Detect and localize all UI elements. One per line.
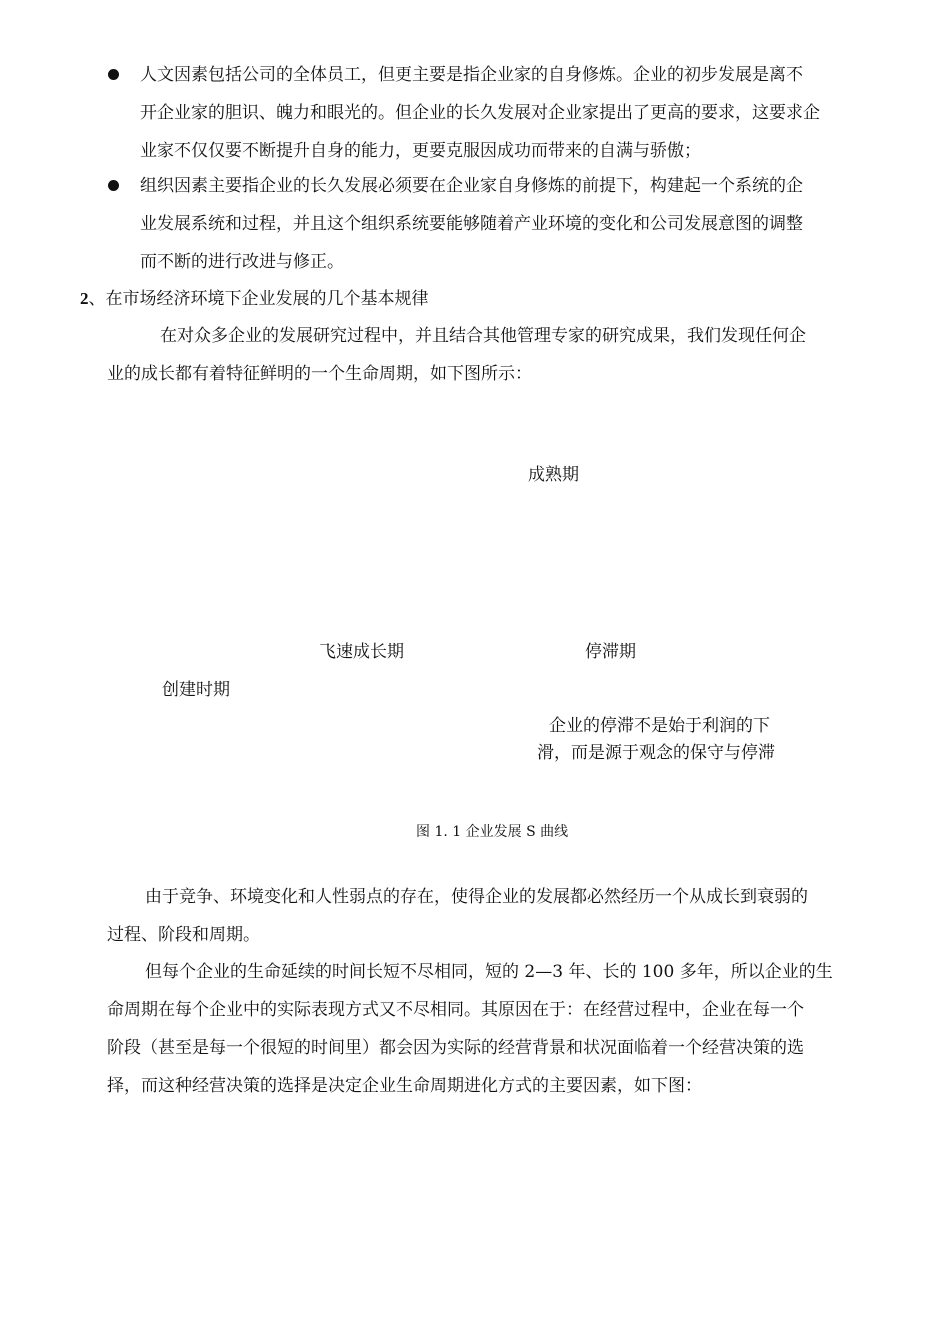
bullet-1-line-1: 人文因素包括公司的全体员工，但更主要是指企业家的自身修炼。企业的初步发展是离不 — [140, 65, 803, 85]
para3-line-2: 过程、阶段和周期。 — [107, 925, 260, 945]
figure-caption: 图 1. 1 企业发展 S 曲线 — [416, 824, 569, 840]
intro-line-1: 在对众多企业的发展研究过程中，并且结合其他管理专家的研究成果，我们发现任何企 — [160, 326, 806, 346]
intro-line-2: 业的成长都有着特征鲜明的一个生命周期，如下图所示： — [107, 364, 532, 384]
stage-mature-label: 成熟期 — [528, 465, 579, 485]
bullet-2-line-3: 而不断的进行改进与修正。 — [140, 252, 344, 272]
stage-startup-label: 创建时期 — [162, 680, 230, 700]
bullet-icon — [108, 180, 119, 191]
section-number: 2 — [80, 289, 89, 308]
section-2-heading — [80, 289, 429, 309]
para4-line-1: 但每个企业的生命延续的时间长短不尽相同，短的 2—3 年、长的 100 多年，所以企业的生 — [145, 962, 833, 982]
stagnation-note-line-1: 企业的停滞不是始于利润的下 — [549, 716, 770, 736]
stage-stagnation-label: 停滞期 — [585, 642, 636, 662]
bullet-1-line-2: 开企业家的胆识、魄力和眼光的。但企业的长久发展对企业家提出了更高的要求，这要求企 — [140, 103, 820, 123]
bullet-2-line-1: 组织因素主要指企业的长久发展必须要在企业家自身修炼的前提下，构建起一个系统的企 — [140, 176, 803, 196]
para4-line-3: 阶段（甚至是每一个很短的时间里）都会因为实际的经营背景和状况面临着一个经营决策的选 — [107, 1038, 804, 1058]
stagnation-note-line-2: 滑，而是源于观念的保守与停滞 — [537, 743, 775, 763]
bullet-icon — [108, 69, 119, 80]
section-title: 、在市场经济环境下企业发展的几个基本规律 — [88, 289, 429, 309]
para4-line-4: 择，而这种经营决策的选择是决定企业生命周期进化方式的主要因素，如下图： — [107, 1076, 702, 1096]
bullet-2-line-2: 业发展系统和过程，并且这个组织系统要能够随着产业环境的变化和公司发展意图的调整 — [140, 214, 803, 234]
stage-growth-label: 飞速成长期 — [319, 642, 404, 662]
para3-line-1: 由于竞争、环境变化和人性弱点的存在，使得企业的发展都必然经历一个从成长到衰弱的 — [145, 887, 808, 907]
bullet-1-line-3: 业家不仅仅要不断提升自身的能力，更要克服因成功而带来的自满与骄傲； — [140, 141, 701, 161]
para4-line-2: 命周期在每个企业中的实际表现方式又不尽相同。其原因在于：在经营过程中，企业在每一个 — [107, 1000, 804, 1020]
